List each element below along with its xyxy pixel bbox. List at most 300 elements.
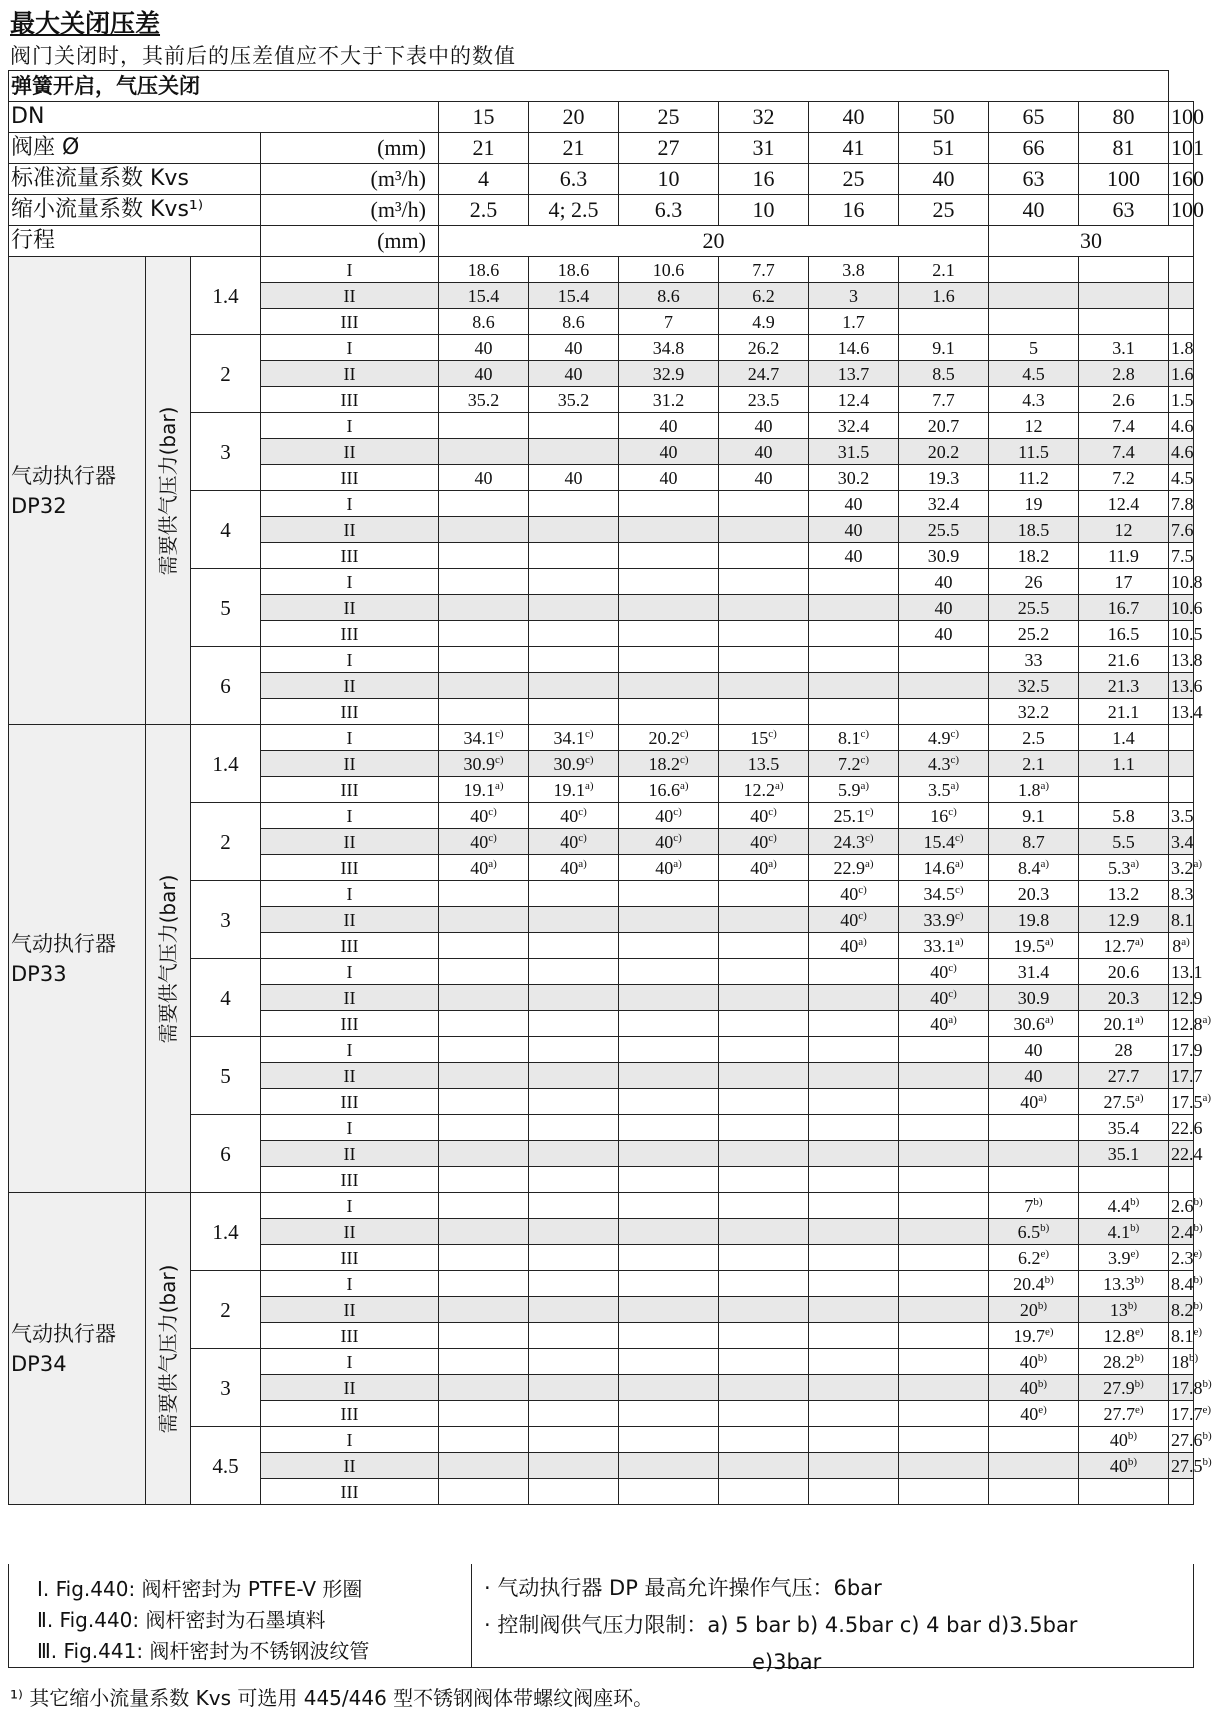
value-cell xyxy=(719,699,809,725)
value-cell xyxy=(619,1063,719,1089)
value-cell xyxy=(719,543,809,569)
header-cell: 100 xyxy=(1169,102,1194,133)
value-cell: 13.4 xyxy=(1169,699,1194,725)
value-cell xyxy=(529,1401,619,1427)
footnote-marker: b) xyxy=(1193,1221,1203,1234)
value-cell xyxy=(719,881,809,907)
header-cell: 2.5 xyxy=(439,195,529,226)
value-cell: 40$^{a)}$ xyxy=(719,855,809,881)
footnote-marker: c) xyxy=(768,805,777,818)
value-cell: 40$^{c)}$ xyxy=(529,803,619,829)
value-cell xyxy=(719,1453,809,1479)
data-row xyxy=(9,257,1194,283)
value-cell: 14.6 xyxy=(809,335,899,361)
value-cell: 40$^{b)}$ xyxy=(989,1349,1079,1375)
footnote-marker: c) xyxy=(864,805,874,818)
page-subtitle: 阀门关闭时，其前后的压差值应不大于下表中的数值 xyxy=(10,44,516,68)
seal-type: III xyxy=(261,309,439,335)
value-cell xyxy=(719,907,809,933)
footnote-marker: c) xyxy=(673,831,682,844)
value-cell xyxy=(529,1167,619,1193)
value-cell xyxy=(529,1349,619,1375)
value-cell xyxy=(439,1401,529,1427)
value-cell: 40 xyxy=(439,335,529,361)
value-cell xyxy=(529,881,619,907)
value-cell: 4.4$^{b)}$ xyxy=(1079,1193,1169,1219)
footnote-marker: a) xyxy=(950,779,960,792)
value-cell xyxy=(899,1427,989,1453)
value-cell xyxy=(809,1219,899,1245)
value-cell: 27.5$^{b)}$ xyxy=(1169,1453,1194,1479)
value-cell xyxy=(529,1115,619,1141)
value-cell xyxy=(439,491,529,517)
footnote-marker: b) xyxy=(1134,1377,1144,1390)
value-cell: 25.2 xyxy=(989,621,1079,647)
value-cell: 21.3 xyxy=(1079,673,1169,699)
footnote-marker: c) xyxy=(950,727,960,740)
value-cell xyxy=(809,1349,899,1375)
value-cell: 10.5 xyxy=(1169,621,1194,647)
seal-type: I xyxy=(261,1271,439,1297)
value-cell xyxy=(719,1323,809,1349)
value-cell xyxy=(719,1193,809,1219)
value-cell xyxy=(809,673,899,699)
value-cell: 8.4$^{a)}$ xyxy=(989,855,1079,881)
footnote-marker: e) xyxy=(1134,1325,1144,1338)
value-cell xyxy=(529,1141,619,1167)
footnote-marker: c) xyxy=(954,883,964,896)
pressure-axis-label xyxy=(146,257,191,725)
value-cell: 4.6 xyxy=(1169,439,1194,465)
value-cell: 17.7$^{e)}$ xyxy=(1169,1401,1194,1427)
value-cell: 40$^{a)}$ xyxy=(899,1011,989,1037)
value-cell xyxy=(899,1375,989,1401)
value-cell xyxy=(809,569,899,595)
header-cell: 25 xyxy=(899,195,989,226)
value-cell: 32.2 xyxy=(989,699,1079,725)
value-cell: 8.6 xyxy=(439,309,529,335)
value-cell: 40$^{e)}$ xyxy=(989,1401,1079,1427)
value-cell xyxy=(989,1141,1079,1167)
value-cell: 35.2 xyxy=(529,387,619,413)
value-cell xyxy=(529,1193,619,1219)
seal-type: II xyxy=(261,517,439,543)
footnote-marker: a) xyxy=(860,779,870,792)
supply-pressure: 5 xyxy=(191,1037,261,1115)
value-cell xyxy=(719,1271,809,1297)
value-cell: 19.3 xyxy=(899,465,989,491)
value-cell: 11.5 xyxy=(989,439,1079,465)
value-cell xyxy=(899,1349,989,1375)
value-cell: 7.7 xyxy=(719,257,809,283)
value-cell xyxy=(619,1115,719,1141)
seal-type: I xyxy=(261,335,439,361)
value-cell xyxy=(809,1427,899,1453)
value-cell xyxy=(439,1011,529,1037)
value-cell xyxy=(809,1141,899,1167)
value-cell xyxy=(1169,751,1194,777)
value-cell xyxy=(619,1245,719,1271)
value-cell xyxy=(1079,1479,1169,1505)
header-cell: 40 xyxy=(809,102,899,133)
stroke-row xyxy=(9,226,1194,257)
footnote-marker: a) xyxy=(1038,1091,1047,1104)
value-cell: 17.8$^{b)}$ xyxy=(1169,1375,1194,1401)
footnote-marker: e) xyxy=(1040,1247,1050,1260)
footnote-marker: e) xyxy=(1130,1247,1140,1260)
value-cell: 28.2$^{b)}$ xyxy=(1079,1349,1169,1375)
value-cell xyxy=(809,1323,899,1349)
value-cell: 22.9$^{a)}$ xyxy=(809,855,899,881)
actuator-label: 气动执行器 DP34 xyxy=(9,1193,146,1505)
value-cell xyxy=(719,933,809,959)
seal-type: III xyxy=(261,855,439,881)
value-cell xyxy=(439,907,529,933)
value-cell: 40$^{c)}$ xyxy=(809,881,899,907)
value-cell xyxy=(1169,283,1194,309)
value-cell xyxy=(439,1141,529,1167)
header-cell: 21 xyxy=(529,133,619,164)
pressure-note: · 气动执行器 DP 最高允许操作气压：6bar xyxy=(484,1576,882,1600)
value-cell xyxy=(619,1297,719,1323)
value-cell: 40$^{c)}$ xyxy=(809,907,899,933)
footnote-marker: a) xyxy=(584,779,594,792)
value-cell xyxy=(809,1271,899,1297)
value-cell xyxy=(1169,1167,1194,1193)
value-cell: 30.6$^{a)}$ xyxy=(989,1011,1079,1037)
data-row xyxy=(9,725,1194,751)
footnote-marker: e) xyxy=(1038,1403,1047,1416)
pressure-axis-text: 需要供气压力(bar) xyxy=(156,874,180,1043)
value-cell xyxy=(989,283,1079,309)
value-cell: 34.1$^{c)}$ xyxy=(529,725,619,751)
value-cell: 20.7 xyxy=(899,413,989,439)
footnote-marker: c) xyxy=(860,727,870,740)
value-cell: 9.1 xyxy=(989,803,1079,829)
value-cell xyxy=(619,595,719,621)
value-cell xyxy=(809,1167,899,1193)
header-cell: 6.3 xyxy=(619,195,719,226)
value-cell: 1.6 xyxy=(1169,361,1194,387)
seal-type: I xyxy=(261,1115,439,1141)
value-cell xyxy=(899,647,989,673)
value-cell: 34.1$^{c)}$ xyxy=(439,725,529,751)
value-cell xyxy=(809,1193,899,1219)
value-cell: 18.2$^{c)}$ xyxy=(619,751,719,777)
value-cell: 20.3 xyxy=(1079,985,1169,1011)
header-cell: 31 xyxy=(719,133,809,164)
value-cell: 4.6 xyxy=(1169,413,1194,439)
header-cell: 25 xyxy=(809,164,899,195)
value-cell: 8.1$^{e)}$ xyxy=(1169,1323,1194,1349)
value-cell: 19 xyxy=(989,491,1079,517)
value-cell xyxy=(619,1167,719,1193)
footnote-marker: a) xyxy=(1044,935,1054,948)
header-cell: 4; 2.5 xyxy=(529,195,619,226)
value-cell xyxy=(529,1219,619,1245)
footnote-marker: a) xyxy=(858,935,867,948)
value-cell xyxy=(439,517,529,543)
footnote-marker: b) xyxy=(1130,1221,1140,1234)
value-cell xyxy=(989,309,1079,335)
footnote-marker: c) xyxy=(578,831,587,844)
seal-type: II xyxy=(261,1219,439,1245)
value-cell: 1.6 xyxy=(899,283,989,309)
value-cell: 40 xyxy=(719,439,809,465)
value-cell: 27.6$^{b)}$ xyxy=(1169,1427,1194,1453)
value-cell: 2.6$^{b)}$ xyxy=(1169,1193,1194,1219)
value-cell: 19.1$^{a)}$ xyxy=(529,777,619,803)
value-cell xyxy=(619,673,719,699)
footnote-marker: a) xyxy=(864,857,874,870)
value-cell: 40$^{c)}$ xyxy=(899,985,989,1011)
value-cell: 8.7 xyxy=(989,829,1079,855)
value-cell: 13.8 xyxy=(1169,647,1194,673)
value-cell xyxy=(719,1219,809,1245)
value-cell xyxy=(439,1115,529,1141)
value-cell: 18.6 xyxy=(439,257,529,283)
header-cell: 63 xyxy=(1079,195,1169,226)
value-cell: 40 xyxy=(619,413,719,439)
supply-pressure: 5 xyxy=(191,569,261,647)
value-cell: 40$^{c)}$ xyxy=(439,803,529,829)
value-cell: 17 xyxy=(1079,569,1169,595)
value-cell xyxy=(619,1193,719,1219)
value-cell: 2.1 xyxy=(899,257,989,283)
data-row xyxy=(9,1193,1194,1219)
value-cell xyxy=(1169,777,1194,803)
value-cell xyxy=(529,907,619,933)
seal-type: I xyxy=(261,881,439,907)
value-cell: 12 xyxy=(989,413,1079,439)
value-cell: 2.6 xyxy=(1079,387,1169,413)
footnote-marker: c) xyxy=(948,805,957,818)
value-cell: 20.4$^{b)}$ xyxy=(989,1271,1079,1297)
value-cell xyxy=(1079,309,1169,335)
value-cell xyxy=(529,595,619,621)
value-cell xyxy=(809,1011,899,1037)
value-cell: 40$^{c)}$ xyxy=(619,829,719,855)
value-cell xyxy=(1169,1479,1194,1505)
seal-type: II xyxy=(261,439,439,465)
footnote-marker: b) xyxy=(1134,1273,1144,1286)
value-cell xyxy=(899,1193,989,1219)
value-cell xyxy=(529,959,619,985)
row-unit: (m³/h) xyxy=(261,164,439,195)
seal-type: II xyxy=(261,283,439,309)
row-unit: (mm) xyxy=(261,226,439,257)
value-cell xyxy=(719,595,809,621)
value-cell xyxy=(719,1037,809,1063)
value-cell xyxy=(1169,257,1194,283)
value-cell: 40$^{a)}$ xyxy=(439,855,529,881)
value-cell xyxy=(899,1271,989,1297)
value-cell: 20.3 xyxy=(989,881,1079,907)
value-cell xyxy=(719,1115,809,1141)
value-cell xyxy=(619,881,719,907)
value-cell: 40$^{b)}$ xyxy=(1079,1427,1169,1453)
value-cell: 16.6$^{a)}$ xyxy=(619,777,719,803)
value-cell xyxy=(529,933,619,959)
value-cell: 26.2 xyxy=(719,335,809,361)
footnote-marker: c) xyxy=(954,831,964,844)
header-row xyxy=(9,164,1194,195)
value-cell xyxy=(899,1167,989,1193)
footnote-marker: a) xyxy=(494,779,504,792)
header-cell: 51 xyxy=(899,133,989,164)
value-cell: 18.2 xyxy=(989,543,1079,569)
footnote-marker: c) xyxy=(494,753,504,766)
value-cell: 3.5 xyxy=(1169,803,1194,829)
value-cell: 40 xyxy=(529,465,619,491)
footnote-marker: b) xyxy=(1202,1455,1212,1468)
footnote-marker: b) xyxy=(1127,1429,1138,1442)
seal-type: I xyxy=(261,803,439,829)
value-cell: 11.2 xyxy=(989,465,1079,491)
value-cell: 3 xyxy=(809,283,899,309)
value-cell xyxy=(719,1427,809,1453)
value-cell: 40 xyxy=(809,517,899,543)
value-cell xyxy=(529,1037,619,1063)
value-cell xyxy=(439,1427,529,1453)
value-cell xyxy=(809,1063,899,1089)
value-cell: 4.5 xyxy=(989,361,1079,387)
value-cell xyxy=(619,1401,719,1427)
value-cell: 24.7 xyxy=(719,361,809,387)
value-cell xyxy=(619,1219,719,1245)
supply-pressure: 1.4 xyxy=(191,725,261,803)
footnote-marker: a) xyxy=(948,1013,957,1026)
value-cell xyxy=(439,881,529,907)
seal-note: Ⅱ. Fig.440: 阀杆密封为石墨填料 xyxy=(37,1608,326,1632)
value-cell: 30.9$^{c)}$ xyxy=(439,751,529,777)
footnote-marker: b) xyxy=(1193,1299,1203,1312)
value-cell: 12.7$^{a)}$ xyxy=(1079,933,1169,959)
footnote-marker: b) xyxy=(1033,1195,1043,1208)
header-cell: 40 xyxy=(989,195,1079,226)
value-cell: 20.2$^{c)}$ xyxy=(619,725,719,751)
value-cell: 3.2$^{a)}$ xyxy=(1169,855,1194,881)
row-unit: (mm) xyxy=(261,133,439,164)
actuator-label: 气动执行器 DP32 xyxy=(9,257,146,725)
footnote-marker: c) xyxy=(768,831,777,844)
value-cell: 10.6 xyxy=(1169,595,1194,621)
value-cell: 10.6 xyxy=(619,257,719,283)
value-cell: 40 xyxy=(529,335,619,361)
value-cell: 5 xyxy=(989,335,1079,361)
footnote-marker: a) xyxy=(774,779,784,792)
value-cell xyxy=(529,1063,619,1089)
value-cell xyxy=(439,439,529,465)
value-cell xyxy=(809,1089,899,1115)
value-cell: 30.2 xyxy=(809,465,899,491)
value-cell xyxy=(809,985,899,1011)
value-cell xyxy=(719,1167,809,1193)
value-cell: 30.9 xyxy=(989,985,1079,1011)
seal-type: I xyxy=(261,1427,439,1453)
value-cell xyxy=(529,1453,619,1479)
value-cell xyxy=(809,1479,899,1505)
footnote-marker: e) xyxy=(1193,1325,1203,1338)
value-cell xyxy=(619,1323,719,1349)
value-cell xyxy=(809,1375,899,1401)
value-cell: 40 xyxy=(989,1037,1079,1063)
seal-type: I xyxy=(261,1037,439,1063)
value-cell xyxy=(719,1063,809,1089)
value-cell: 4.5 xyxy=(1169,465,1194,491)
value-cell: 19.7$^{e)}$ xyxy=(989,1323,1079,1349)
value-cell xyxy=(529,413,619,439)
value-cell xyxy=(529,1479,619,1505)
value-cell xyxy=(989,1115,1079,1141)
value-cell: 40 xyxy=(809,491,899,517)
value-cell xyxy=(1079,283,1169,309)
row-label: 阀座 Ø xyxy=(9,133,261,164)
value-cell: 20.6 xyxy=(1079,959,1169,985)
value-cell xyxy=(899,1089,989,1115)
value-cell xyxy=(439,1271,529,1297)
footnote-marker: b) xyxy=(1189,1351,1199,1364)
value-cell: 34.5$^{c)}$ xyxy=(899,881,989,907)
value-cell: 6.2$^{e)}$ xyxy=(989,1245,1079,1271)
section-header: 弹簧开启，气压关闭 xyxy=(9,71,1169,102)
value-cell xyxy=(809,621,899,647)
value-cell xyxy=(809,1297,899,1323)
footnote-marker: a) xyxy=(1040,857,1050,870)
header-cell: 10 xyxy=(619,164,719,195)
header-cell: 40 xyxy=(899,164,989,195)
value-cell: 8.3 xyxy=(1169,881,1194,907)
value-cell: 5.3$^{a)}$ xyxy=(1079,855,1169,881)
seal-type: I xyxy=(261,413,439,439)
value-cell xyxy=(719,1297,809,1323)
footnote-marker: a) xyxy=(1202,1091,1212,1104)
footnote-marker: b) xyxy=(1037,1299,1048,1312)
footnote-marker: c) xyxy=(679,727,689,740)
value-cell: 17.9 xyxy=(1169,1037,1194,1063)
pressure-notes xyxy=(484,1570,1077,1681)
value-cell: 2.1 xyxy=(989,751,1079,777)
seal-type: II xyxy=(261,1453,439,1479)
header-cell: 160 xyxy=(1169,164,1194,195)
value-cell: 40$^{c)}$ xyxy=(899,959,989,985)
seal-type: III xyxy=(261,1323,439,1349)
supply-pressure: 2 xyxy=(191,335,261,413)
value-cell: 3.8 xyxy=(809,257,899,283)
supply-pressure: 3 xyxy=(191,413,261,491)
row-label: DN xyxy=(9,102,439,133)
value-cell: 40 xyxy=(899,621,989,647)
value-cell xyxy=(529,1089,619,1115)
value-cell xyxy=(619,1271,719,1297)
value-cell xyxy=(989,1167,1079,1193)
value-cell: 2.4$^{b)}$ xyxy=(1169,1219,1194,1245)
footnote-marker: c) xyxy=(584,727,594,740)
value-cell: 35.2 xyxy=(439,387,529,413)
value-cell: 12.4 xyxy=(809,387,899,413)
seal-type: II xyxy=(261,985,439,1011)
value-cell: 4.1$^{b)}$ xyxy=(1079,1219,1169,1245)
value-cell: 40$^{c)}$ xyxy=(529,829,619,855)
value-cell: 32.5 xyxy=(989,673,1079,699)
value-cell xyxy=(439,933,529,959)
header-cell: 32 xyxy=(719,102,809,133)
value-cell: 27.9$^{b)}$ xyxy=(1079,1375,1169,1401)
value-cell: 10.8 xyxy=(1169,569,1194,595)
value-cell xyxy=(1079,257,1169,283)
value-cell: 40 xyxy=(619,439,719,465)
value-cell xyxy=(439,1193,529,1219)
